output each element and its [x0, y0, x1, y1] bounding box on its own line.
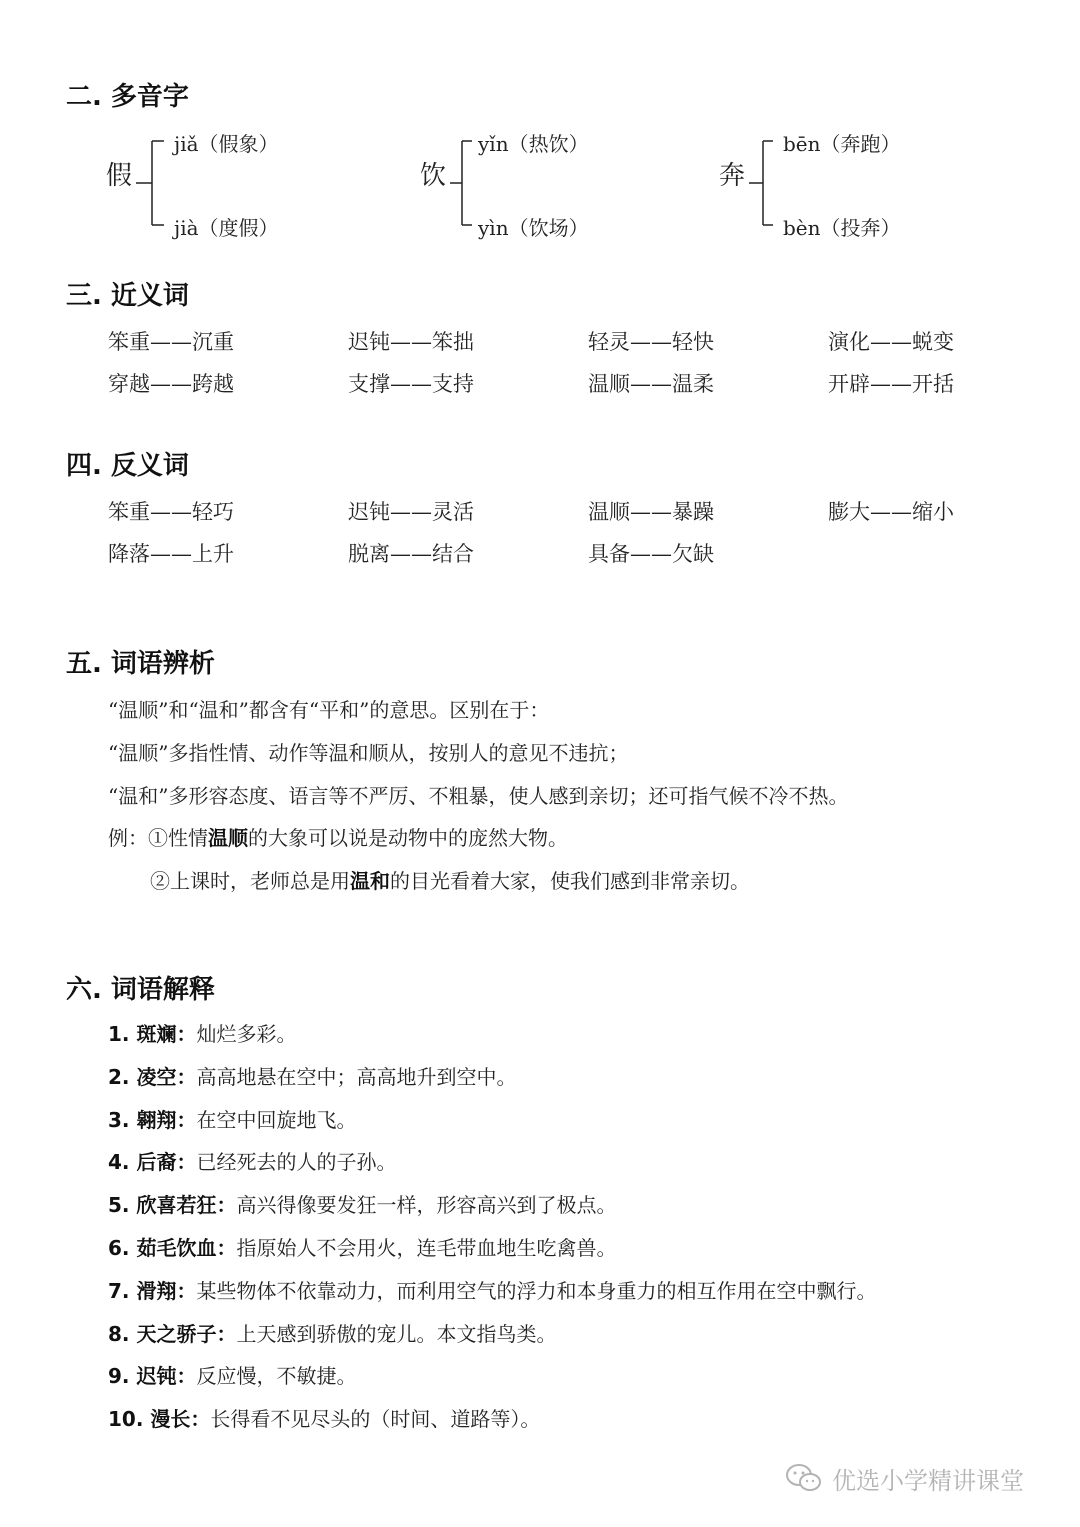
analysis-example-2: ②上课时，老师总是用温和的目光看着大家，使我们感到非常亲切。 — [150, 869, 750, 893]
definition-item — [108, 1193, 1048, 1236]
definition-item — [108, 1322, 1048, 1365]
definition-term: 4. 后裔： — [108, 1150, 197, 1175]
polyphonic-group-ben — [719, 125, 1019, 245]
synonym-list — [108, 330, 1048, 396]
definition-item — [108, 1279, 1048, 1322]
synonym-pair: 穿越——跨越 — [108, 372, 234, 396]
polyphonic-reading: yìn（饮场） — [478, 216, 589, 240]
definition-item — [108, 1407, 1048, 1450]
polyphonic-group-yin — [420, 125, 720, 245]
definition-item — [108, 1364, 1048, 1407]
definition-text: 长得看不见尽头的（时间、道路等）。 — [210, 1407, 541, 1432]
antonym-list — [108, 500, 1048, 566]
definition-term: 9. 迟钝： — [108, 1364, 197, 1389]
synonym-pair: 温顺——温柔 — [588, 372, 714, 396]
synonym-pair: 支撑——支持 — [348, 372, 474, 396]
section-title-polyphonic: 二. 多音字 — [66, 82, 189, 112]
definition-term: 6. 茹毛饮血： — [108, 1235, 237, 1260]
antonym-pair: 降落——上升 — [108, 542, 234, 566]
section-title-definitions: 六. 词语解释 — [66, 975, 215, 1005]
analysis-definition-wenhe: “温和”多形容态度、语言等不严厉、不粗暴，使人感到亲切；还可指气候不冷不热。 — [108, 784, 849, 808]
definition-item — [108, 1236, 1048, 1279]
definition-text: 高高地悬在空中；高高地升到空中。 — [196, 1064, 517, 1089]
definition-list — [108, 1022, 1048, 1450]
polyphonic-group-jia — [106, 125, 406, 245]
definition-term: 2. 凌空： — [108, 1064, 197, 1089]
polyphonic-reading: yǐn（热饮） — [478, 132, 589, 156]
antonym-pair: 具备——欠缺 — [588, 542, 714, 566]
definition-item — [108, 1108, 1048, 1151]
polyphonic-char: 饮 — [420, 161, 447, 191]
synonym-pair: 轻灵——轻快 — [588, 330, 714, 354]
polyphonic-reading: bēn（奔跑） — [783, 132, 901, 156]
brace-icon — [719, 125, 789, 245]
definition-term: 10. 漫长： — [108, 1407, 211, 1432]
wechat-icon — [784, 1461, 824, 1495]
definition-text: 某些物体不依靠动力，而利用空气的浮力和本身重力的相互作用在空中飘行。 — [196, 1278, 877, 1303]
watermark — [784, 1458, 1024, 1498]
section-title-antonyms: 四. 反义词 — [66, 451, 189, 481]
antonym-pair: 脱离——结合 — [348, 542, 474, 566]
definition-text: 上天感到骄傲的宠儿。本文指鸟类。 — [236, 1321, 557, 1346]
synonym-pair: 笨重——沉重 — [108, 330, 234, 354]
definition-item — [108, 1150, 1048, 1193]
antonym-pair: 膨大——缩小 — [828, 500, 954, 524]
definition-text: 在空中回旋地飞。 — [196, 1107, 357, 1132]
section-title-synonyms: 三. 近义词 — [66, 281, 189, 311]
analysis-definition-wenshun: “温顺”多指性情、动作等温和顺从，按别人的意见不违抗； — [108, 741, 629, 765]
polyphonic-reading: bèn（投奔） — [783, 216, 901, 240]
synonym-pair: 演化——蜕变 — [828, 330, 954, 354]
polyphonic-char: 奔 — [719, 161, 746, 191]
definition-text: 已经死去的人的子孙。 — [196, 1150, 397, 1175]
definition-term: 8. 天之骄子： — [108, 1321, 237, 1346]
antonym-pair: 迟钝——灵活 — [348, 500, 474, 524]
antonym-pair: 笨重——轻巧 — [108, 500, 234, 524]
analysis-example-1: 例：①性情温顺的大象可以说是动物中的庞然大物。 — [108, 826, 568, 850]
definition-item — [108, 1065, 1048, 1108]
watermark-text: 优选小学精讲课堂 — [832, 1466, 1024, 1495]
definition-item — [108, 1022, 1048, 1065]
synonym-pair: 开辟——开括 — [828, 372, 954, 396]
definition-term: 3. 翱翔： — [108, 1107, 197, 1132]
brace-icon — [106, 125, 176, 245]
definition-term: 5. 欣喜若狂： — [108, 1193, 237, 1218]
definition-term: 1. 斑斓： — [108, 1022, 197, 1046]
definition-text: 灿烂多彩。 — [196, 1022, 297, 1046]
definition-text: 高兴得像要发狂一样，形容高兴到了极点。 — [236, 1193, 617, 1218]
definition-text: 反应慢，不敏捷。 — [196, 1364, 357, 1389]
definition-text: 指原始人不会用火，连毛带血地生吃禽兽。 — [236, 1235, 617, 1260]
antonym-pair: 温顺——暴躁 — [588, 500, 714, 524]
definition-term: 7. 滑翔： — [108, 1278, 197, 1303]
section-title-analysis: 五. 词语辨析 — [66, 649, 215, 679]
synonym-pair: 迟钝——笨拙 — [348, 330, 474, 354]
polyphonic-reading: jià（度假） — [174, 216, 279, 240]
polyphonic-reading: jiǎ（假象） — [174, 132, 279, 156]
analysis-intro: “温顺”和“温和”都含有“平和”的意思。区别在于： — [108, 698, 550, 722]
polyphonic-char: 假 — [106, 161, 133, 191]
